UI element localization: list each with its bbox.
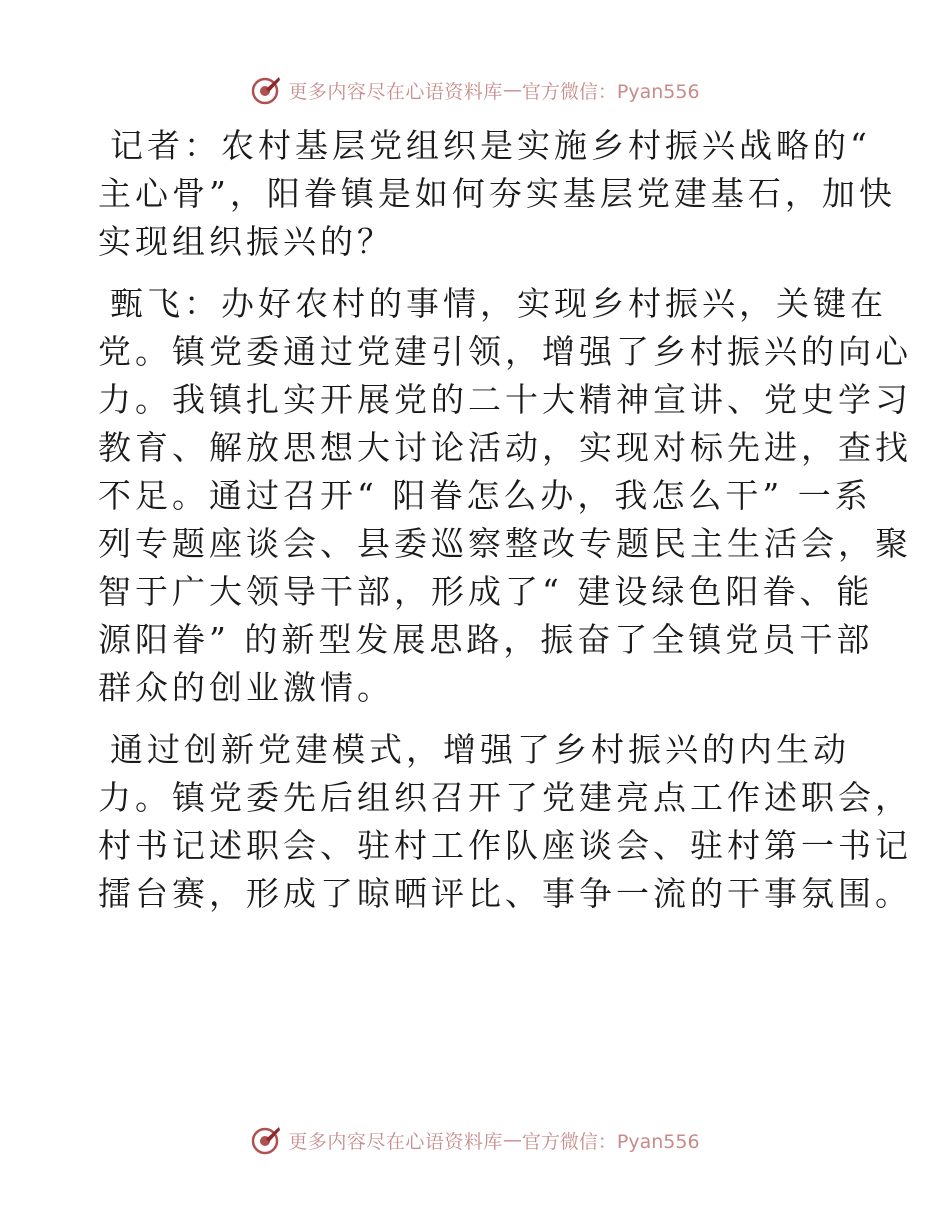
text-line: 实现组织振兴的？ [98, 222, 394, 261]
paragraph-innovation [98, 726, 912, 918]
header-banner [0, 70, 950, 110]
text-line: 通过创新党建模式，增强了乡村振兴的内生动 [110, 730, 850, 769]
text-line: 力。镇党委先后组织召开了党建亮点工作述职会， [98, 778, 912, 817]
text-line: 记者：农村基层党组织是实施乡村振兴战略的“ [110, 126, 871, 165]
text-line: 源阳眷” 的新型发展思路，振奋了全镇党员干部 [98, 620, 874, 659]
paragraph-question [98, 122, 896, 266]
article-body [98, 122, 912, 932]
footer-banner [0, 1120, 950, 1160]
text-line: 群众的创业激情。 [98, 668, 394, 707]
promo-text: 更多内容尽在心语资料库 [288, 80, 503, 103]
text-line: 智于广大领导干部，形成了“ 建设绿色阳眷、能 [98, 572, 874, 611]
quill-logo-icon [250, 1124, 282, 1156]
banner-separator: — [502, 1129, 522, 1151]
wechat-text: 官方微信：Pyan556 [521, 80, 700, 103]
text-line: 教育、解放思想大讨论活动，实现对标先进，查找 [98, 428, 912, 467]
text-line: 力。我镇扎实开展党的二十大精神宣讲、党史学习 [98, 380, 912, 419]
text-line: 甄飞：办好农村的事情，实现乡村振兴，关键在 [110, 284, 887, 323]
text-line: 主心骨”，阳眷镇是如何夯实基层党建基石，加快 [98, 174, 896, 213]
quill-logo-icon [250, 74, 282, 106]
paragraph-answer [98, 280, 912, 712]
wechat-text: 官方微信：Pyan556 [521, 1130, 700, 1153]
text-line: 列专题座谈会、县委巡察整改专题民主生活会，聚 [98, 524, 912, 563]
promo-text: 更多内容尽在心语资料库 [288, 1130, 503, 1153]
text-line: 村书记述职会、驻村工作队座谈会、驻村第一书记 [98, 826, 912, 865]
text-line: 不足。通过召开“ 阳眷怎么办，我怎么干” 一系 [98, 476, 872, 515]
banner-separator: — [502, 79, 522, 101]
text-line: 擂台赛，形成了晾晒评比、事争一流的干事氛围。 [98, 874, 912, 913]
text-line: 党。镇党委通过党建引领，增强了乡村振兴的向心 [98, 332, 912, 371]
